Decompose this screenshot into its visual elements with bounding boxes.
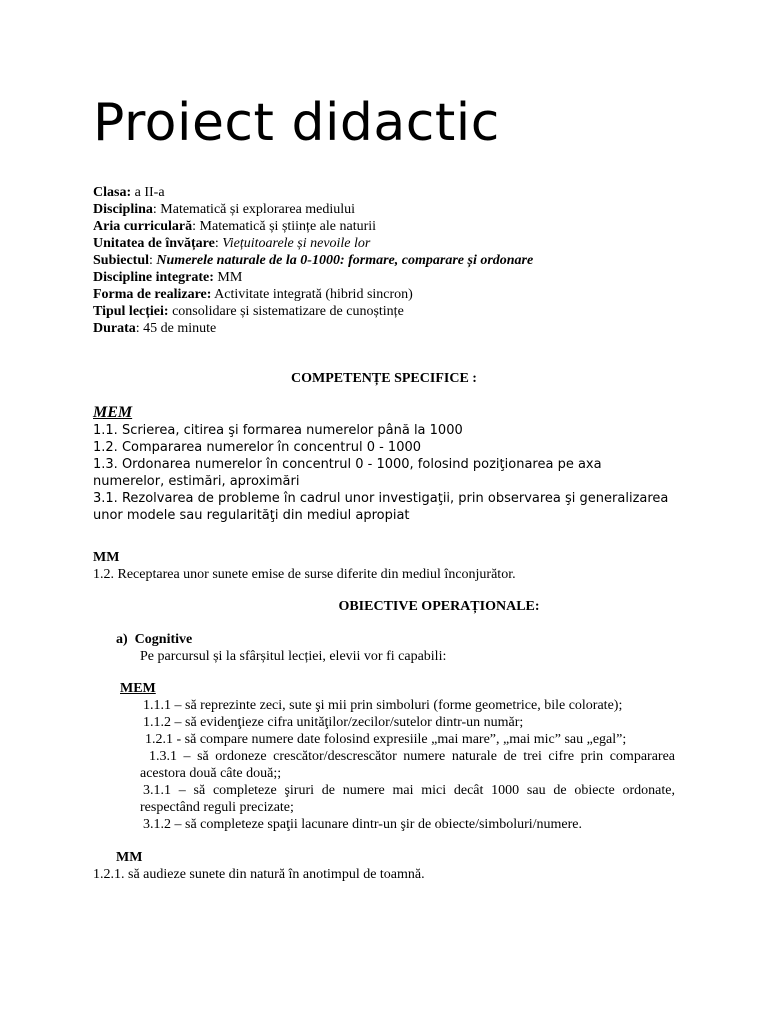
page-title: Proiect didactic	[93, 93, 500, 153]
obiective-mem-heading: MEM	[120, 681, 156, 696]
competente-mem-list	[93, 422, 675, 524]
meta-subiectul: Subiectul: Numerele naturale de la 0-1000: formare, comparare și ordonare	[93, 253, 534, 268]
competente-mem-heading: MEM	[93, 404, 133, 421]
cognitive-heading: a) Cognitive	[116, 632, 193, 647]
competente-mm-item: 1.2. Receptarea unor sunete emise de surse diferite din mediul înconjurător.	[93, 567, 516, 582]
cognitive-intro: Pe parcursul și la sfârșitul lecției, elevii vor fi capabili:	[140, 649, 447, 664]
list-item: 3.1. Rezolvarea de probleme în cadrul unor investigaţii, prin observarea şi generalizarea unor modele sau regularităţi din mediul apropiat	[93, 491, 669, 523]
obiective-mm-heading: MM	[116, 850, 143, 865]
document-page	[93, 92, 675, 883]
list-item: 3.1.2 – să completeze spaţii lacunare dintr-un şir de obiecte/simboluri/numere.	[143, 817, 583, 832]
meta-durata: Durata: 45 de minute	[93, 321, 217, 336]
list-item: 1.2.1 - să compare numere date folosind expresiile „mai mare”, „mai mic” sau „egal”;	[145, 732, 627, 747]
meta-aria: Aria curriculară: Matematică și științe ale naturii	[93, 219, 377, 234]
obiective-heading: OBIECTIVE OPERAȚIONALE:	[338, 599, 540, 614]
meta-tipul: Tipul lecției: consolidare și sistematizare de cunoștințe	[93, 304, 404, 319]
lesson-metadata	[93, 184, 675, 337]
list-item: 1.3. Ordonarea numerelor în concentrul 0 - 1000, folosind poziţionarea pe axa numerelor, estimări, aproximări	[93, 457, 602, 489]
competente-heading: COMPETENȚE SPECIFICE :	[291, 371, 477, 386]
meta-clasa: Clasa: a II-a	[93, 185, 165, 200]
meta-unitatea: Unitatea de învățare: Viețuitoarele și nevoile lor	[93, 236, 371, 251]
obiective-list	[93, 697, 675, 833]
competente-mm-heading: MM	[93, 550, 120, 565]
list-item: 1.3.1 – să ordoneze crescător/descrescător numere naturale de trei cifre prin compararea acestora două câte două;;	[140, 749, 675, 781]
list-item: 1.1. Scrierea, citirea şi formarea numerelor până la 1000	[93, 423, 463, 438]
meta-discipline-integrate: Discipline integrate: MM	[93, 270, 243, 285]
meta-forma: Forma de realizare: Activitate integrată (hibrid sincron)	[93, 287, 413, 302]
list-item: 1.1.1 – să reprezinte zeci, sute şi mii prin simboluri (forme geometrice, bile colorate);	[143, 698, 623, 713]
obiective-mm-item: 1.2.1. să audieze sunete din natură în anotimpul de toamnă.	[93, 867, 425, 882]
list-item: 1.1.2 – să evidenţieze cifra unităţilor/zecilor/sutelor dintr-un număr;	[143, 715, 524, 730]
list-item: 1.2. Compararea numerelor în concentrul 0 - 1000	[93, 440, 422, 455]
list-item: 3.1.1 – să completeze şiruri de numere mai mici decât 1000 sau de obiecte ordonate, respectând reguli precizate;	[140, 783, 675, 815]
meta-disciplina: Disciplina: Matematică și explorarea mediului	[93, 202, 356, 217]
